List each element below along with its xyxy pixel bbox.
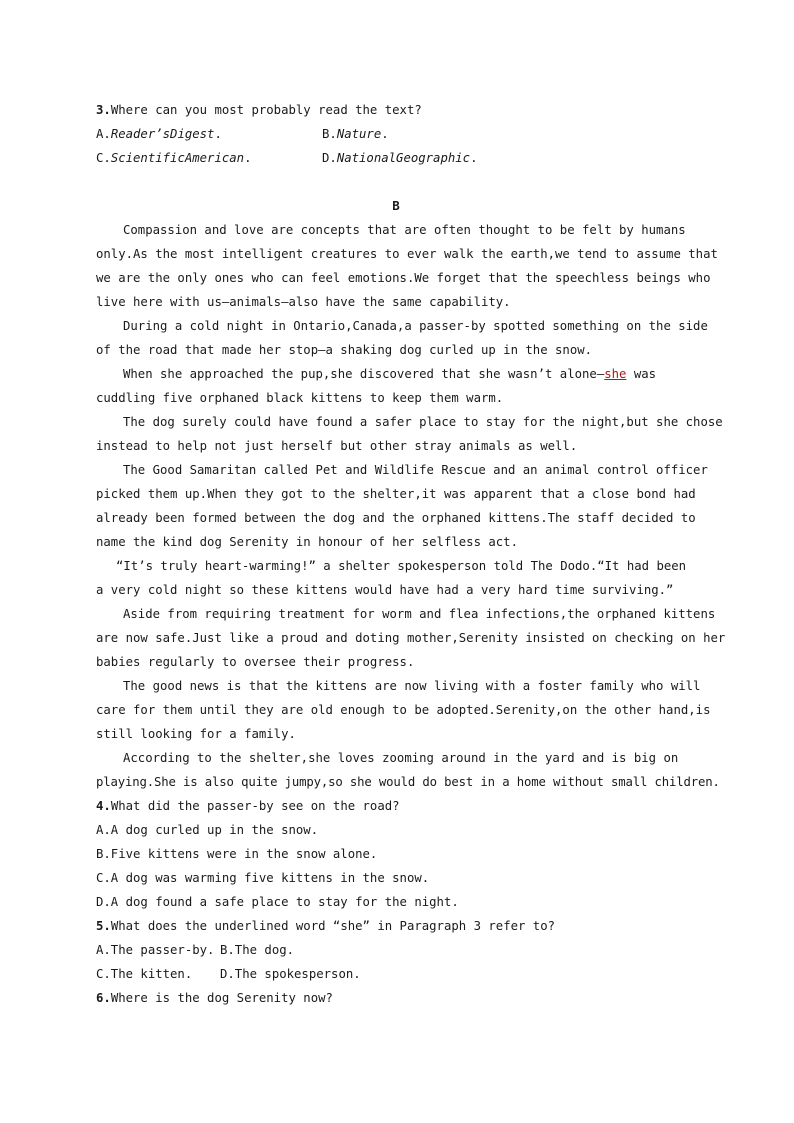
passage-line: picked them up.When they got to the shelter,it was apparent that a close bond had: [96, 487, 696, 501]
question-5-options-row-1: [96, 938, 716, 962]
passage-line: live here with us—animals—also have the same capability.: [96, 295, 511, 309]
question-5-options-row-2: [96, 962, 716, 986]
passage-line: cuddling five orphaned black kittens to keep them warm.: [96, 391, 504, 405]
passage-line: still looking for a family.: [96, 727, 296, 741]
passage-line: playing.She is also quite jumpy,so she would do best in a home without small children.: [96, 775, 720, 789]
passage-line: we are the only ones who can feel emotions.We forget that the speechless beings who: [96, 271, 711, 285]
passage-line: only.As the most intelligent creatures to ever walk the earth,we tend to assume that: [96, 247, 718, 261]
q4-option-c: C.A dog was warming five kittens in the snow.: [96, 871, 430, 885]
q3-option-c-label: C.: [96, 151, 111, 165]
q3-option-d-label: D.: [322, 151, 337, 165]
question-4-number: 4.: [96, 799, 111, 813]
passage-line: The good news is that the kittens are now living with a foster family who will: [123, 679, 701, 693]
section-heading-b: B: [392, 198, 400, 213]
question-3-options-row-2: [96, 146, 716, 170]
passage-line: already been formed between the dog and the orphaned kittens.The staff decided to: [96, 511, 696, 525]
q3-option-a-text: Reader’sDigest: [110, 127, 215, 141]
passage-line: The dog surely could have found a safer place to stay for the night,but she chose: [123, 415, 723, 429]
passage-line: are now safe.Just like a proud and doting mother,Serenity insisted on checking on her: [96, 631, 726, 645]
q3-option-d: D.NationalGeographic.: [322, 151, 478, 165]
q5-option-c: C.The kitten.: [96, 967, 193, 981]
q4-option-d: D.A dog found a safe place to stay for the night.: [96, 895, 459, 909]
underlined-word-she: she: [604, 367, 627, 381]
passage-line: The Good Samaritan called Pet and Wildlife Rescue and an animal control officer: [123, 463, 708, 477]
passage-line: name the kind dog Serenity in honour of her selfless act.: [96, 535, 518, 549]
question-5-stem: What does the underlined word “she” in Paragraph 3 refer to?: [110, 919, 556, 933]
passage-line: of the road that made her stop—a shaking dog curled up in the snow.: [96, 343, 593, 357]
passage-line: According to the shelter,she loves zooming around in the yard and is big on: [123, 751, 679, 765]
q3-option-c-text: ScientificAmerican: [110, 151, 245, 165]
question-5-number: 5.: [96, 919, 111, 933]
q4-option-a: A.A dog curled up in the snow.: [96, 823, 319, 837]
q3-option-b: B.Nature.: [322, 127, 389, 141]
q3-option-c: C.ScientificAmerican.: [96, 151, 252, 165]
q3-option-a: A.Reader’sDigest.: [96, 127, 222, 141]
passage-text: was: [626, 367, 657, 381]
passage: [96, 218, 726, 794]
passage-line: During a cold night in Ontario,Canada,a passer-by spotted something on the side: [123, 319, 708, 333]
passage-text: When she approached the pup,she discovered that she wasn’t alone—: [123, 367, 605, 381]
q3-option-a-label: A.: [96, 127, 111, 141]
question-5: [96, 914, 716, 938]
question-4-stem: What did the passer-by see on the road?: [110, 799, 400, 813]
q3-option-d-text: NationalGeographic: [336, 151, 471, 165]
question-6: [96, 986, 716, 1010]
q3-option-b-label: B.: [322, 127, 337, 141]
q5-option-d: D.The spokesperson.: [220, 967, 361, 981]
passage-line: babies regularly to oversee their progress.: [96, 655, 415, 669]
passage-line: instead to help not just herself but other stray animals as well.: [96, 439, 578, 453]
document-page: [96, 98, 726, 1010]
question-3-options-row-1: [96, 122, 716, 146]
q5-option-a: A.The passer-by.: [96, 943, 215, 957]
passage-line: “It’s truly heart-warming!” a shelter spokesperson told The Dodo.“It had been: [116, 559, 687, 573]
question-3-number: 3.: [96, 103, 111, 117]
passage-line: Aside from requiring treatment for worm and flea infections,the orphaned kittens: [123, 607, 716, 621]
q3-option-b-text: Nature: [336, 127, 382, 141]
question-6-stem: Where is the dog Serenity now?: [110, 991, 333, 1005]
question-3: [96, 98, 716, 122]
passage-line-with-underline: [96, 362, 716, 386]
question-4: [96, 794, 716, 818]
q5-option-b: B.The dog.: [220, 943, 295, 957]
question-6-number: 6.: [96, 991, 111, 1005]
q4-option-b: B.Five kittens were in the snow alone.: [96, 847, 378, 861]
passage-line: a very cold night so these kittens would have had a very hard time surviving.”: [96, 583, 674, 597]
passage-line: Compassion and love are concepts that are often thought to be felt by humans: [123, 223, 686, 237]
question-3-stem: Where can you most probably read the text?: [110, 103, 422, 117]
passage-line: care for them until they are old enough to be adopted.Serenity,on the other hand,is: [96, 703, 711, 717]
